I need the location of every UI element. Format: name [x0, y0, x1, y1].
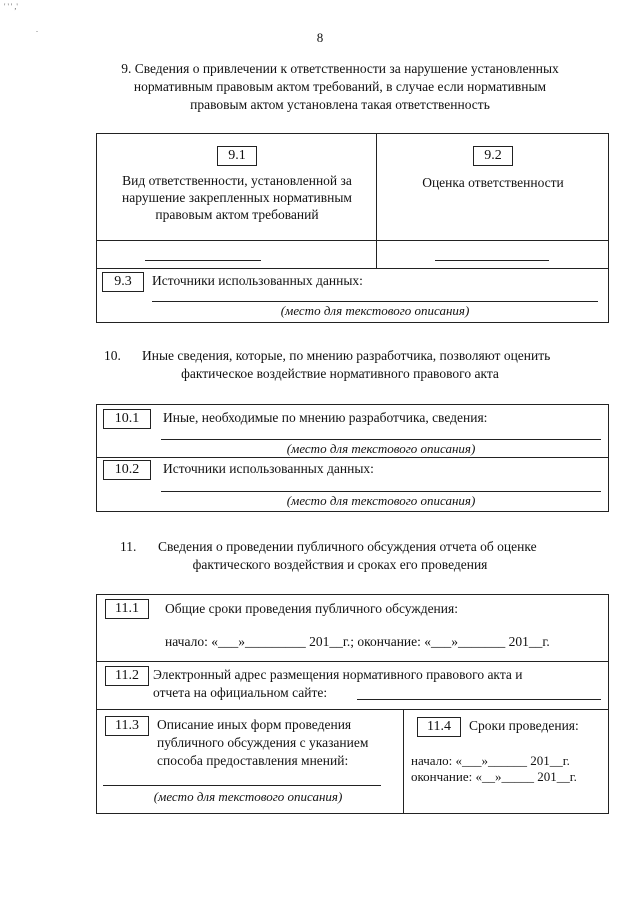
label-11-1: Общие сроки проведения публичного обсуждения:	[165, 601, 458, 616]
section-11-number: 11.	[120, 539, 137, 554]
section-11-heading-line2: фактического воздействия и сроках его проведения	[192, 557, 488, 572]
label-10-1: Иные, необходимые по мнению разработчика, сведения:	[163, 410, 488, 425]
field-number-10-2: 10.2	[103, 460, 151, 480]
section-10-heading-line1: Иные сведения, которые, по мнению разработчика, позволяют оценить	[142, 348, 551, 363]
dates-11-1[interactable]: начало: «___»_________ 201__г.; окончание: «___»_______ 201__г.	[165, 634, 550, 649]
section-9-table	[96, 133, 609, 323]
input-line-10-2[interactable]	[161, 491, 601, 492]
section-10-heading-line2: фактическое воздействие нормативного правового акта	[181, 366, 499, 381]
section-11-divider-1	[97, 661, 608, 662]
placeholder-11-3: (место для текстового описания)	[153, 789, 343, 804]
field-number-9-1: 9.1	[217, 146, 257, 166]
col-9-2-label: Оценка ответственности	[422, 175, 564, 190]
field-number-11-1: 11.1	[105, 599, 149, 619]
section-9-sources-divider	[97, 268, 608, 269]
field-number-11-3: 11.3	[105, 716, 149, 736]
scan-dot: .	[36, 25, 38, 34]
section-11-col-divider	[403, 709, 404, 813]
field-number-9-3: 9.3	[102, 272, 144, 292]
section-10-table	[96, 404, 609, 512]
page-number: 8	[316, 30, 324, 45]
col-9-1-line2: нарушение закрепленных нормативным	[122, 190, 352, 205]
section-9-col-divider	[376, 134, 377, 268]
label-11-4: Сроки проведения:	[469, 718, 579, 733]
label-11-2-line2: отчета на официальном сайте:	[153, 685, 328, 700]
field-number-11-2: 11.2	[105, 666, 149, 686]
label-10-2: Источники использованных данных:	[163, 461, 374, 476]
label-11-2-line1: Электронный адрес размещения нормативного правового акта и	[153, 667, 523, 682]
section-9-heading-line3: правовым актом установлена такая ответственность	[190, 97, 490, 112]
label-11-3-line2: публичного обсуждения с указанием	[157, 735, 369, 750]
input-line-10-1[interactable]	[161, 439, 601, 440]
placeholder-10-2: (место для текстового описания)	[286, 493, 476, 508]
section-9-heading-line2: нормативным правовым актом требований, в случае если нормативным	[133, 79, 547, 94]
input-line-9-3[interactable]	[152, 301, 598, 302]
label-11-3-line1: Описание иных форм проведения	[157, 717, 352, 732]
field-number-11-4: 11.4	[417, 717, 461, 737]
input-line-11-2[interactable]	[357, 699, 601, 700]
section-11-divider-2	[97, 709, 608, 710]
input-line-9-1[interactable]	[145, 260, 261, 261]
section-10-row-divider	[97, 457, 608, 458]
placeholder-9-3: (место для текстового описания)	[280, 303, 470, 318]
input-line-9-2[interactable]	[435, 260, 549, 261]
section-11-table	[96, 594, 609, 814]
col-9-1-line3: правовым актом требований	[155, 207, 319, 222]
input-line-11-3[interactable]	[103, 785, 381, 786]
section-10-number: 10.	[104, 348, 121, 363]
section-11-heading-line1: Сведения о проведении публичного обсуждения отчета об оценке	[158, 539, 537, 554]
end-date-11-4[interactable]: окончание: «__»_____ 201__г.	[411, 769, 577, 784]
col-9-1-line1: Вид ответственности, установленной за	[122, 173, 352, 188]
scan-corner-mark: ' ' ' ,'	[4, 2, 18, 11]
section-9-row-divider	[97, 240, 608, 241]
label-11-3-line3: способа предоставления мнений:	[157, 753, 349, 768]
section-9-heading-line1: 9. Сведения о привлечении к ответственности за нарушение установленных	[121, 61, 559, 76]
field-number-9-2: 9.2	[473, 146, 513, 166]
placeholder-10-1: (место для текстового описания)	[286, 441, 476, 456]
sources-label-9-3: Источники использованных данных:	[152, 273, 363, 288]
field-number-10-1: 10.1	[103, 409, 151, 429]
start-date-11-4[interactable]: начало: «___»______ 201__г.	[411, 753, 570, 768]
